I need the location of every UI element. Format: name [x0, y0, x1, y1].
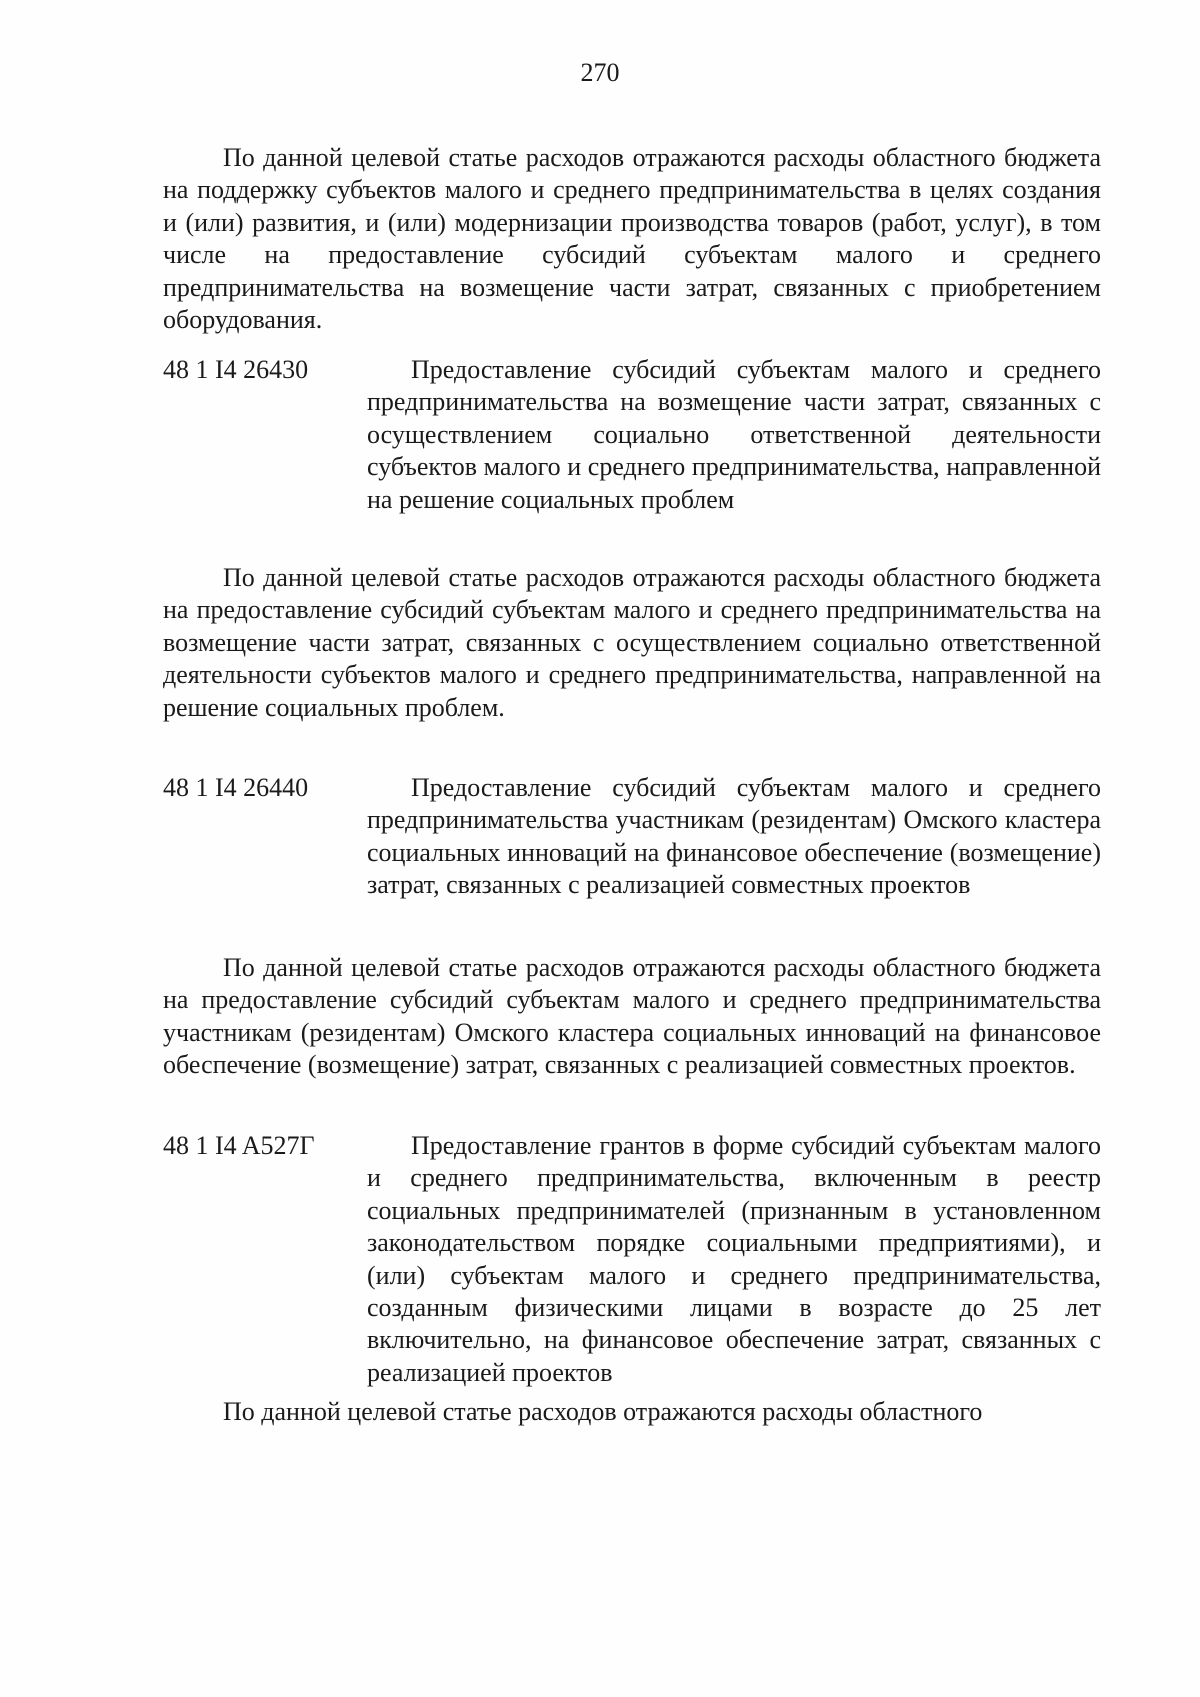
entry-code: 48 1 I4 A527Г [163, 1131, 315, 1160]
entry-description: Предоставление грантов в форме субсидий субъектам малого и среднего предпринимательства, включенным в реестр социальных предпринимателей (признанным в установленном законодательством порядке социальными предприятиями), и (или) субъектам малого и среднего предпринимательства, созданным физическими лицами в возрасте до 25 лет включительно, на финансовое обеспечение затрат, связанных с реализацией проектов [367, 1131, 1101, 1387]
paragraph-a527g-note: По данной целевой статье расходов отражаются расходы областного [223, 1397, 983, 1426]
paragraph-intro: По данной целевой статье расходов отражаются расходы областного бюджета на поддержку субъектов малого и среднего предпринимательства в целях создания и (или) развития, и (или) модернизации производства товаров (работ, услуг), в том числе на предоставление субсидий субъектам малого и среднего предпринимательства на возмещение части затрат, связанных с приобретением оборудования. [163, 143, 1101, 335]
entry-code: 48 1 I4 26440 [163, 773, 309, 802]
entry-description: Предоставление субсидий субъектам малого и среднего предпринимательства на возмещение части затрат, связанных с осуществлением социально ответственной деятельности субъектов малого и среднего предпринимательства, направленной на решение социальных проблем [367, 355, 1101, 514]
entry-code: 48 1 I4 26430 [163, 355, 309, 384]
page-number: 270 [580, 58, 620, 87]
paragraph-26440-note: По данной целевой статье расходов отражаются расходы областного бюджета на предоставление субсидий субъектам малого и среднего предпринимательства участникам (резидентам) Омского кластера социальных инноваций на финансовое обеспечение (возмещение) затрат, связанных с реализацией совместных проектов. [163, 953, 1101, 1080]
paragraph-26430-note: По данной целевой статье расходов отражаются расходы областного бюджета на предоставление субсидий субъектам малого и среднего предпринимательства на возмещение части затрат, связанных с осуществлением социально ответственной деятельности субъектов малого и среднего предпринимательства, направленной на решение социальных проблем. [163, 563, 1101, 722]
entry-description: Предоставление субсидий субъектам малого и среднего предпринимательства участникам (резидентам) Омского кластера социальных инноваций на финансовое обеспечение (возмещение) затрат, связанных с реализацией совместных проектов [367, 773, 1101, 900]
